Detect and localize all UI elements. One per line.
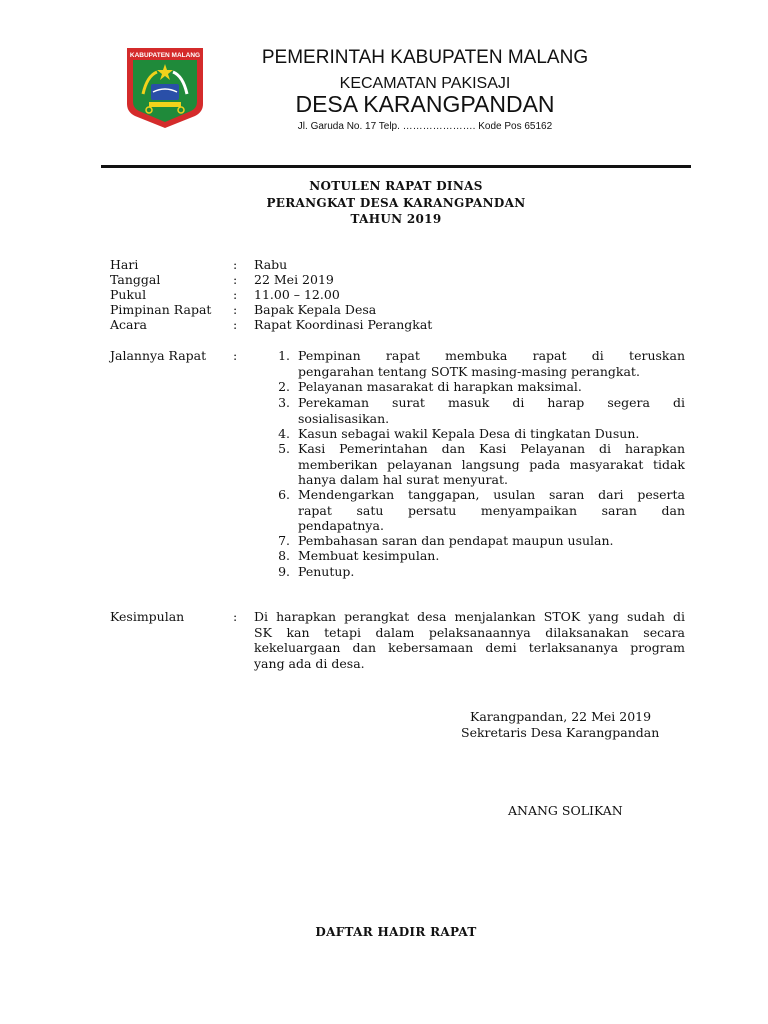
info-colon: : — [233, 257, 238, 272]
list-item-line: hanya dalam hal surat menyurat. — [298, 472, 508, 487]
info-label-chair: Pimpinan Rapat — [110, 302, 212, 317]
list-item — [298, 395, 685, 426]
info-label-agenda: Acara — [110, 317, 147, 332]
address-line: Jl. Garuda No. 17 Telp. …………………. Kode Pos 65162 — [297, 121, 553, 132]
list-item-line: pengarahan tentang SOTK masing-masing perangkat. — [298, 363, 640, 379]
list-item — [298, 348, 685, 379]
list-item-line: sosialisasikan. — [298, 410, 390, 426]
list-item — [298, 426, 685, 442]
list-item — [298, 441, 685, 488]
coat-of-arms-icon — [125, 46, 205, 130]
list-item-line: Perekaman surat masuk di harap segera di — [298, 395, 685, 410]
logo-caption: KABUPATEN MALANG — [129, 52, 201, 59]
list-item-number: 9. — [278, 564, 290, 579]
signature-name: ANANG SOLIKAN — [508, 803, 623, 818]
conclusion-line: kekeluargaan dan kebersamaan demi terlaksananya program — [254, 640, 685, 655]
proceedings-label: Jalannya Rapat — [110, 348, 207, 363]
list-item — [298, 533, 685, 549]
info-colon: : — [233, 317, 238, 332]
info-label-time: Pukul — [110, 287, 147, 302]
list-item — [298, 548, 685, 564]
conclusion-label: Kesimpulan — [110, 609, 185, 624]
list-item — [298, 487, 685, 534]
list-item-number: 3. — [278, 395, 290, 410]
list-item-line: Penutup. — [298, 564, 355, 579]
document-year: TAHUN 2019 — [350, 212, 442, 226]
government-name: PEMERINTAH KABUPATEN MALANG — [261, 47, 589, 68]
conclusion-line: yang ada di desa. — [254, 655, 365, 671]
conclusion-text — [254, 609, 685, 671]
conclusion-line: Di harapkan perangkat desa menjalankan STOK yang sudah di — [254, 609, 685, 624]
info-value-time: 11.00 – 12.00 — [254, 287, 340, 302]
list-item — [298, 379, 685, 395]
list-item-line: Mendengarkan tanggapan, usulan saran dari peserta — [298, 487, 685, 502]
document-title: NOTULEN RAPAT DINAS — [309, 179, 483, 193]
district-name: KECAMATAN PAKISAJI — [339, 75, 511, 92]
list-item-line: Pempinan rapat membuka rapat di teruskan — [298, 348, 685, 363]
list-item-line: Membuat kesimpulan. — [298, 548, 440, 563]
kabupaten-malang-logo — [125, 46, 205, 130]
list-item-number: 6. — [278, 487, 290, 502]
info-colon: : — [233, 272, 238, 287]
list-item-number: 1. — [278, 348, 290, 363]
list-item-line: rapat satu persatu menyampaikan saran dan — [298, 502, 685, 518]
village-name: DESA KARANGPANDAN — [295, 91, 555, 117]
list-item-line: pendapatnya. — [298, 518, 384, 533]
list-item-line: Kasun sebagai wakil Kepala Desa di tingkatan Dusun. — [298, 426, 640, 441]
list-item-line: memberikan pelayanan langsung pada masyarakat tidak — [298, 456, 685, 472]
list-item-number: 5. — [278, 441, 290, 456]
info-label-day: Hari — [110, 257, 139, 272]
proceedings-colon: : — [233, 348, 238, 363]
conclusion-line: SK kan tetapi dalam pelaksanaannya dilaksanakan secara — [254, 624, 685, 640]
list-item-number: 4. — [278, 426, 290, 441]
list-item-number: 7. — [278, 533, 290, 548]
attendance-title: DAFTAR HADIR RAPAT — [315, 925, 477, 939]
list-item-line: Pembahasan saran dan pendapat maupun usulan. — [298, 533, 614, 548]
info-value-agenda: Rapat Koordinasi Perangkat — [254, 317, 433, 332]
letterhead-divider — [101, 165, 691, 168]
info-value-chair: Bapak Kepala Desa — [254, 302, 377, 317]
list-item-number: 8. — [278, 548, 290, 563]
list-item-line: Pelayanan masarakat di harapkan maksimal. — [298, 379, 582, 394]
conclusion-colon: : — [233, 609, 238, 624]
list-item-number: 2. — [278, 379, 290, 394]
info-label-date: Tanggal — [110, 272, 161, 287]
list-item — [298, 564, 685, 580]
document-subtitle: PERANGKAT DESA KARANGPANDAN — [266, 196, 526, 210]
info-value-day: Rabu — [254, 257, 288, 272]
list-item-line: Kasi Pemerintahan dan Kasi Pelayanan di harapkan — [298, 441, 685, 456]
signature-place-date: Karangpandan, 22 Mei 2019 — [470, 709, 652, 724]
signature-position: Sekretaris Desa Karangpandan — [461, 725, 660, 740]
info-colon: : — [233, 302, 238, 317]
info-value-date: 22 Mei 2019 — [254, 272, 334, 287]
info-colon: : — [233, 287, 238, 302]
